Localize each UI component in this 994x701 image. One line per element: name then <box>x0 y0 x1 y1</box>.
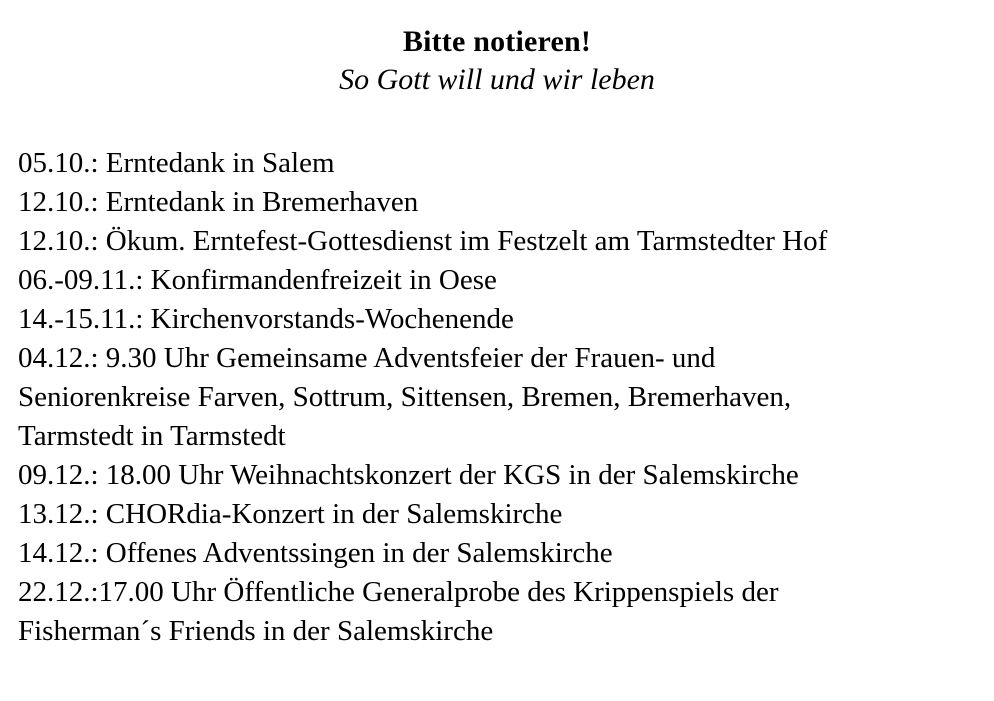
schedule-line: 12.10.: Erntedank in Bremerhaven <box>18 186 419 218</box>
schedule-line: Fisherman´s Friends in der Salemskirche <box>18 615 494 647</box>
schedule-line: 04.12.: 9.30 Uhr Gemeinsame Adventsfeier der Frauen- und <box>18 342 716 374</box>
schedule-line: 14.12.: Offenes Adventssingen in der Salemskirche <box>18 537 613 569</box>
schedule-line: 14.-15.11.: Kirchenvorstands-Wochenende <box>18 303 514 335</box>
schedule-line: 05.10.: Erntedank in Salem <box>18 147 335 179</box>
event-schedule <box>0 144 994 651</box>
schedule-line: 12.10.: Ökum. Erntefest-Gottesdienst im Festzelt am Tarmstedter Hof <box>18 225 828 257</box>
page-title: Bitte notieren! <box>402 25 592 58</box>
schedule-line: 06.-09.11.: Konfirmandenfreizeit in Oese <box>18 264 497 296</box>
page-subtitle: So Gott will und wir leben <box>339 63 655 96</box>
schedule-line: 13.12.: CHORdia-Konzert in der Salemskirche <box>18 498 563 530</box>
schedule-line: Seniorenkreise Farven, Sottrum, Sittensen, Bremen, Bremerhaven, <box>18 381 792 413</box>
schedule-line: 09.12.: 18.00 Uhr Weihnachtskonzert der KGS in der Salemskirche <box>18 459 799 491</box>
schedule-line: 22.12.:17.00 Uhr Öffentliche Generalprobe des Krippenspiels der <box>18 576 779 608</box>
schedule-line: Tarmstedt in Tarmstedt <box>18 420 286 452</box>
